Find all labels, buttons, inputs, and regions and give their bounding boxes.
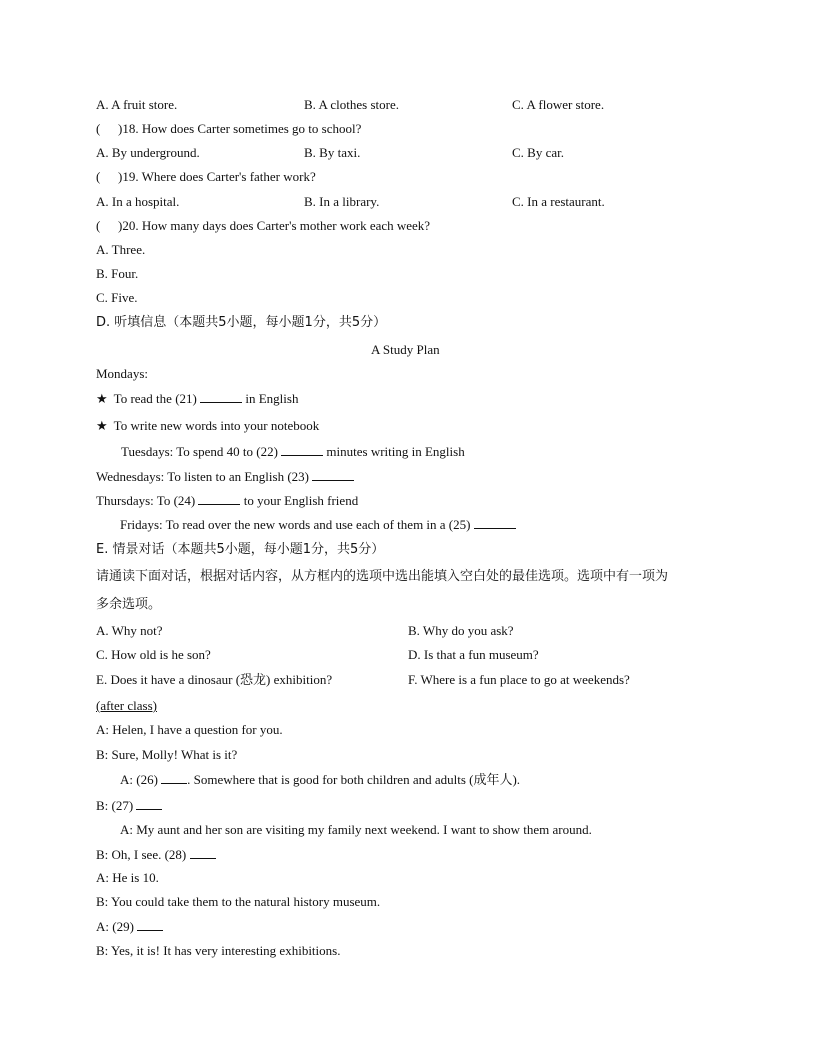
- q17-option-a: A. A fruit store.: [96, 97, 178, 112]
- answer-blank: [198, 493, 240, 505]
- q18-question: ( )18. How does Carter sometimes go to school?: [96, 121, 362, 136]
- tuesdays-line: Tuesdays: To spend 40 to (22) minutes writing in English: [121, 444, 465, 459]
- star-icon: ★: [96, 392, 108, 407]
- q19-option-a: A. In a hospital.: [96, 194, 180, 209]
- answer-blank: [474, 517, 516, 529]
- q20-question: ( )20. How many days does Carter's mother work each week?: [96, 218, 431, 233]
- e-option-a: A. Why not?: [96, 623, 163, 638]
- answer-paren: (: [96, 169, 101, 184]
- q20-option-b: B. Four.: [96, 266, 139, 281]
- answer-blank: [190, 847, 216, 859]
- q17-option-b: B. A clothes store.: [304, 97, 399, 112]
- answer-blank: [137, 919, 163, 931]
- q19-question: ( )19. Where does Carter's father work?: [96, 169, 316, 184]
- study-plan-title: A Study Plan: [371, 342, 440, 357]
- section-e-instructions-1: 请通读下面对话，根据对话内容，从方框内的选项中选出能填入空白处的最佳选项。选项中有一项为: [96, 569, 669, 584]
- q20-option-a: A. Three.: [96, 242, 146, 257]
- q20-option-c: C. Five.: [96, 290, 138, 305]
- plan-item-words: ★ To write new words into your notebook: [96, 418, 320, 434]
- dialogue-line-26: A: (26) . Somewhere that is good for both children and adults (成年人).: [120, 772, 521, 787]
- dialogue-line-29: A: (29): [96, 919, 163, 935]
- section-e-instructions-2: 多余选项。: [96, 597, 162, 612]
- answer-blank: [161, 772, 187, 784]
- mondays-label: Mondays:: [96, 366, 148, 381]
- dialogue-line-7: A: He is 10.: [96, 870, 159, 885]
- e-option-c: C. How old is he son?: [96, 647, 211, 662]
- e-option-d: D. Is that a fun museum?: [408, 647, 539, 662]
- answer-paren: (: [96, 218, 101, 233]
- q19-option-c: C. In a restaurant.: [512, 194, 605, 209]
- e-option-e: E. Does it have a dinosaur (恐龙) exhibition?: [96, 672, 333, 687]
- answer-paren: (: [96, 121, 101, 136]
- dialogue-line-8: B: You could take them to the natural history museum.: [96, 894, 381, 909]
- wednesdays-line: Wednesdays: To listen to an English (23): [96, 469, 354, 485]
- q18-option-c: C. By car.: [512, 145, 564, 160]
- thursdays-line: Thursdays: To (24) to your English friend: [96, 493, 359, 508]
- q19-option-b: B. In a library.: [304, 194, 380, 209]
- plan-item-21: ★ To read the (21) in English: [96, 391, 299, 407]
- dialogue-line-27: B: (27): [96, 798, 162, 814]
- e-option-b: B. Why do you ask?: [408, 623, 514, 638]
- answer-blank: [136, 798, 162, 810]
- star-icon: ★: [96, 419, 108, 434]
- answer-blank: [312, 469, 354, 481]
- section-e-heading: E. 情景对话（本题共5小题，每小题1分，共5分）: [96, 542, 385, 557]
- q18-option-a: A. By underground.: [96, 145, 200, 160]
- section-d-heading: D. 听填信息（本题共5小题，每小题1分，共5分）: [96, 315, 387, 330]
- dialogue-line-28: B: Oh, I see. (28): [96, 847, 216, 863]
- dialogue-line-5: A: My aunt and her son are visiting my family next weekend. I want to show them around.: [120, 822, 592, 837]
- dialogue-line-2: B: Sure, Molly! What is it?: [96, 747, 238, 762]
- answer-blank: [281, 444, 323, 456]
- dialogue-line-1: A: Helen, I have a question for you.: [96, 722, 283, 737]
- dialogue-line-10: B: Yes, it is! It has very interesting exhibitions.: [96, 943, 341, 958]
- q18-option-b: B. By taxi.: [304, 145, 361, 160]
- e-option-f: F. Where is a fun place to go at weekends?: [408, 672, 630, 687]
- after-class-label: (after class): [96, 698, 157, 713]
- answer-blank: [200, 391, 242, 403]
- fridays-line: Fridays: To read over the new words and use each of them in a (25): [120, 517, 516, 533]
- q17-option-c: C. A flower store.: [512, 97, 605, 112]
